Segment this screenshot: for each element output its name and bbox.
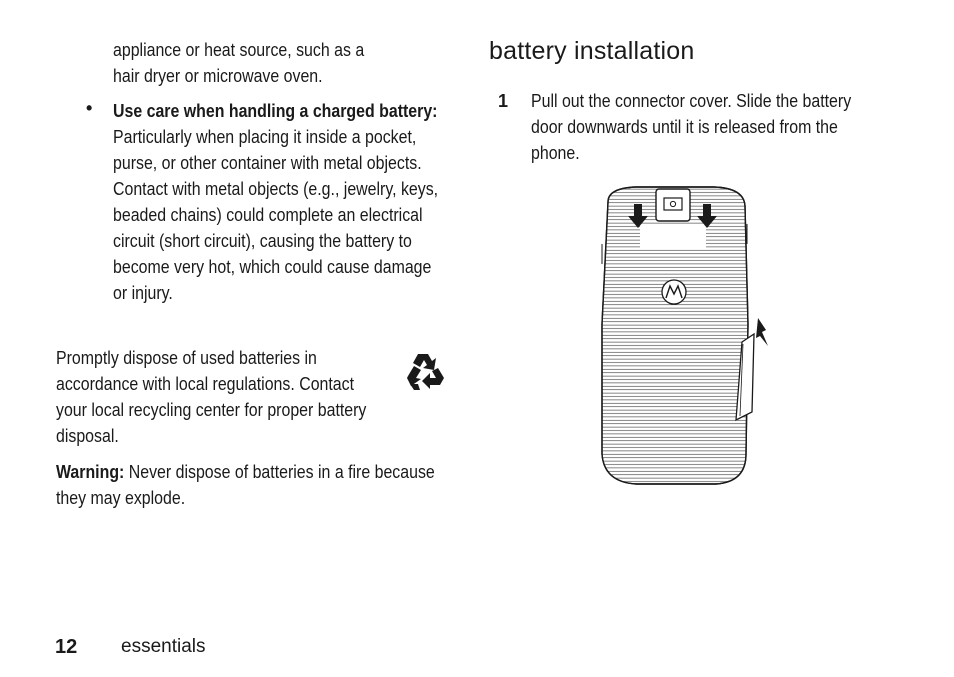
connector-cover xyxy=(656,189,690,221)
warning-body: Never dispose of batteries in a fire because they may explode. xyxy=(56,461,435,508)
recycle-icon xyxy=(404,350,448,394)
recycle-text: Promptly dispose of used batteries in accordance with local regulations. Contact your local recycling center for proper battery disposal. xyxy=(56,347,367,446)
footer-section-name: essentials xyxy=(121,636,206,657)
warning-label: Warning: xyxy=(56,461,125,482)
step-text xyxy=(531,88,866,166)
phone-back-battery-door-illustration xyxy=(596,184,774,488)
bullet-marker: • xyxy=(86,98,93,118)
step-text-content: Pull out the connector cover. Slide the battery door downwards until it is released from the phone. xyxy=(531,90,852,163)
recycle-paragraph xyxy=(56,345,417,449)
release-arrow-icon xyxy=(756,318,768,346)
page-number: 12 xyxy=(55,636,78,658)
camera-window xyxy=(640,224,706,248)
continued-paragraph-text: appliance or heat source, such as a hair dryer or microwave oven. xyxy=(113,39,365,86)
warning-paragraph xyxy=(56,459,460,511)
motorola-logo xyxy=(662,280,686,304)
step-number: 1 xyxy=(498,91,509,111)
bullet-item xyxy=(113,98,448,306)
bullet-bold-lead: Use care when handling a charged battery: xyxy=(113,100,438,121)
continued-paragraph xyxy=(113,37,448,89)
section-title: battery installation xyxy=(489,37,695,65)
bullet-body: Particularly when placing it inside a pocket, purse, or other container with metal objects. Contact with metal objects (e.g., jewelry, keys, beaded chains) could complete an electrical circuit (short circuit), causing the battery to become very hot, which could cause damage or injury. xyxy=(113,126,439,303)
